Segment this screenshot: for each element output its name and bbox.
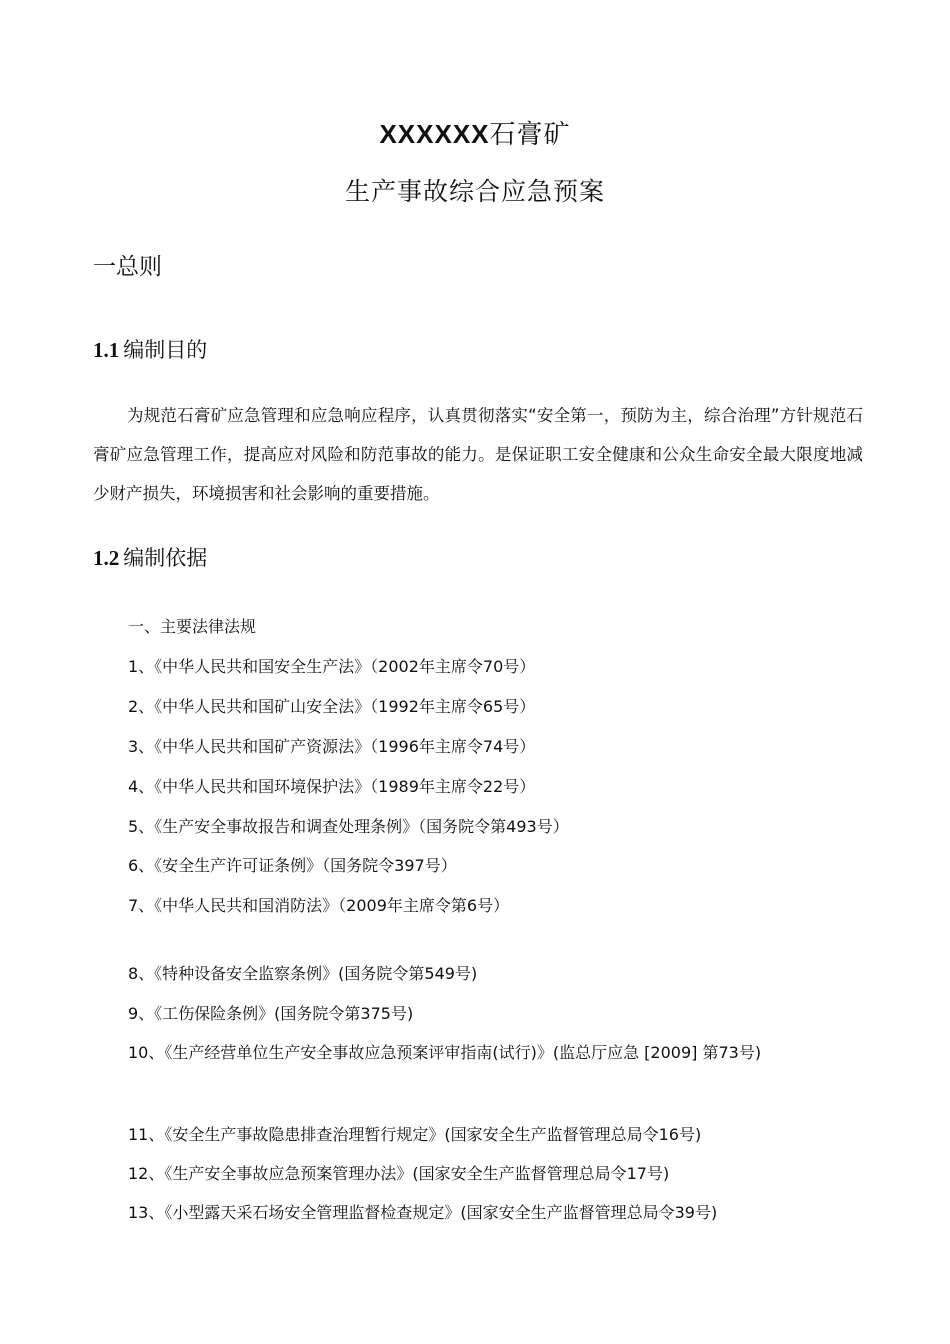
list-item: 6、《安全生产许可证条例》（国务院令397号） [128,856,457,875]
document-subtitle: 生产事故综合应急预案 [344,177,605,206]
section-heading-1-2 [93,542,207,572]
list-item: 9、《工伤保险条例》(国务院令第375号) [128,1004,414,1023]
section-number: 1.2 [93,546,120,570]
chapter-heading: 一总则 [93,254,162,280]
title-company-name: 石膏矿 [489,120,571,150]
list-item: 12、《生产安全事故应急预案管理办法》(国家安全生产监督管理总局令17号) [128,1164,670,1183]
document-title [0,114,950,151]
section-title: 编制依据 [123,546,208,570]
section-title: 编制目的 [123,338,208,362]
list-item: 5、《生产安全事故报告和调查处理条例》（国务院令第493号） [128,817,569,836]
section-heading-1-1 [93,334,207,364]
list-item: 13、《小型露天采石场安全管理监督检查规定》(国家安全生产监督管理总局令39号) [128,1203,718,1222]
list-item: 7、《中华人民共和国消防法》（2009年主席令第6号） [128,896,510,915]
list-item: 10、《生产经营单位生产安全事故应急预案评审指南(试行)》(监总厅应急 [2009] 第73号) [128,1043,762,1062]
list-item: 3、《中华人民共和国矿产资源法》（1996年主席令74号） [128,737,536,756]
list-item: 1、《中华人民共和国安全生产法》（2002年主席令70号） [128,657,536,676]
section-number: 1.1 [93,338,120,362]
title-company-code: XXXXXX [379,119,490,149]
laws-list-heading: 一、主要法律法规 [128,617,257,636]
purpose-paragraph: 为规范石膏矿应急管理和应急响应程序，认真贯彻落实“安全第一，预防为主，综合治理”方针规范石膏矿应急管理工作，提高应对风险和防范事故的能力。是保证职工安全健康和公众生命安全最大限度地减少财产损失，环境损害和社会影响的重要措施。 [93,406,863,503]
list-item: 11、《安全生产事故隐患排查治理暂行规定》(国家安全生产监督管理总局令16号) [128,1125,702,1144]
list-item: 4、《中华人民共和国环境保护法》（1989年主席令22号） [128,777,536,796]
list-item: 8、《特种设备安全监察条例》(国务院令第549号) [128,964,478,983]
list-item: 2、《中华人民共和国矿山安全法》（1992年主席令65号） [128,697,536,716]
